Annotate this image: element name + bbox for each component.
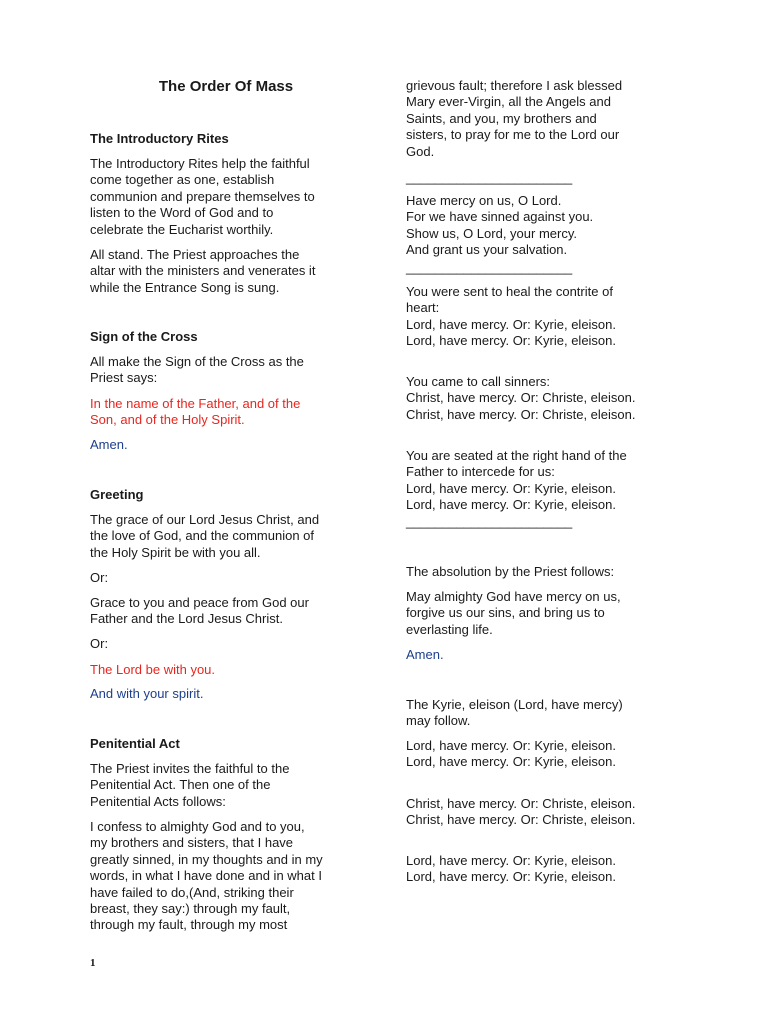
text-line: Lord, have mercy. Or: Kyrie, eleison. <box>406 738 617 753</box>
text-line: Lord, have mercy. Or: Kyrie, eleison. <box>406 316 617 332</box>
greeting-or-2: Or: <box>90 636 109 651</box>
text-line: sisters, to pray for me to the Lord our <box>406 127 620 143</box>
heading-greeting: Greeting <box>90 487 144 502</box>
text-line: May almighty God have mercy on us, <box>406 589 621 604</box>
text-line: The Kyrie, eleison (Lord, have mercy) <box>406 697 623 712</box>
text-line: celebrate the Eucharist worthily. <box>90 221 274 237</box>
separator-rule-3: _______________________ <box>406 514 573 529</box>
absolution-prayer <box>406 589 621 638</box>
invocation-call-sinners <box>406 374 636 423</box>
text-line: God. <box>406 143 435 159</box>
text-line: grievous fault; therefore I ask blessed <box>406 78 623 93</box>
text-line: Lord, have mercy. Or: Kyrie, eleison. <box>406 754 617 770</box>
text-line: breast, they say:) through my fault, <box>90 901 291 917</box>
text-line: Christ, have mercy. Or: Christe, eleison. <box>406 390 636 406</box>
kyrie-lord-1 <box>406 738 616 771</box>
text-line: I confess to almighty God and to you, <box>90 819 305 834</box>
text-line: Lord, have mercy. Or: Kyrie, eleison. <box>406 333 617 349</box>
text-line: come together as one, establish <box>90 172 275 188</box>
text-line: In the name of the Father, and of the <box>90 396 301 411</box>
kyrie-christ <box>406 796 636 829</box>
text-line: heart: <box>406 300 440 316</box>
text-line: Lord, have mercy. Or: Kyrie, eleison. <box>406 497 617 513</box>
text-line: have failed to do,(And, striking their <box>90 884 294 900</box>
text-line: Christ, have mercy. Or: Christe, eleison. <box>406 406 636 422</box>
greeting-paragraph-1 <box>90 512 319 561</box>
greeting-or-1: Or: <box>90 570 109 585</box>
text-line: Priest says: <box>90 370 158 386</box>
intro-paragraph-1 <box>90 156 315 238</box>
text-line: communion and prepare themselves to <box>90 188 315 204</box>
text-line: All stand. The Priest approaches the <box>90 247 300 262</box>
text-line: the Holy Spirit be with you all. <box>90 544 261 560</box>
text-line: my brothers and sisters, that I have <box>90 835 294 851</box>
text-line: Have mercy on us, O Lord. <box>406 193 562 208</box>
page-title: The Order Of Mass <box>158 78 294 95</box>
text-line: For we have sinned against you. <box>406 209 594 225</box>
text-line: while the Entrance Song is sung. <box>90 279 280 295</box>
kyrie-instruction <box>406 697 623 730</box>
text-line: may follow. <box>406 713 471 729</box>
text-line: everlasting life. <box>406 621 493 637</box>
sign-priest-words <box>90 396 300 429</box>
text-line: forgive us our sins, and bring us to <box>406 605 605 621</box>
text-line: Lord, have mercy. Or: Kyrie, eleison. <box>406 480 617 496</box>
heading-sign-of-the-cross: Sign of the Cross <box>90 329 198 344</box>
text-line: The grace of our Lord Jesus Christ, and <box>90 512 320 527</box>
greeting-priest-words: The Lord be with you. <box>90 662 216 677</box>
page-number: 1 <box>90 957 96 969</box>
text-line: the love of God, and the communion of <box>90 528 315 544</box>
text-line: You are seated at the right hand of the <box>406 448 627 463</box>
confiteor-paragraph <box>90 819 323 934</box>
text-line: Show us, O Lord, your mercy. <box>406 225 577 241</box>
text-line: The Introductory Rites help the faithful <box>90 156 310 171</box>
text-line: greatly sinned, in my thoughts and in my <box>90 851 323 867</box>
text-line: Mary ever-Virgin, all the Angels and <box>406 94 611 110</box>
sign-instruction <box>90 354 304 387</box>
penitential-instruction <box>90 761 289 810</box>
text-line: through my fault, through my most <box>90 917 288 933</box>
intro-paragraph-2 <box>90 247 315 296</box>
separator-rule-2: _______________________ <box>406 260 573 275</box>
text-line: Father to intercede for us: <box>406 464 555 480</box>
text-line: And grant us your salvation. <box>406 242 568 258</box>
text-line: You came to call sinners: <box>406 374 551 389</box>
heading-penitential-act: Penitential Act <box>90 736 180 751</box>
text-line: Grace to you and peace from God our <box>90 595 309 610</box>
text-line: Penitential Acts follows: <box>90 793 226 809</box>
text-line: Lord, have mercy. Or: Kyrie, eleison. <box>406 869 617 885</box>
sign-response-amen: Amen. <box>90 437 128 452</box>
separator-rule-1: _______________________ <box>406 170 573 185</box>
text-line: altar with the ministers and venerates it <box>90 263 316 279</box>
heading-introductory-rites: The Introductory Rites <box>90 131 229 146</box>
confiteor-continued <box>406 78 622 160</box>
text-line: Christ, have mercy. Or: Christe, eleison. <box>406 812 636 828</box>
text-line: Father and the Lord Jesus Christ. <box>90 611 283 627</box>
text-line: The Priest invites the faithful to the <box>90 761 290 776</box>
text-line: Saints, and you, my brothers and <box>406 110 597 126</box>
greeting-response: And with your spirit. <box>90 686 204 701</box>
text-line: Lord, have mercy. Or: Kyrie, eleison. <box>406 853 617 868</box>
absolution-instruction: The absolution by the Priest follows: <box>406 564 615 579</box>
text-line: Christ, have mercy. Or: Christe, eleison. <box>406 796 636 811</box>
text-line: Penitential Act. Then one of the <box>90 777 271 793</box>
have-mercy-verses <box>406 193 593 259</box>
invocation-sent-to-heal <box>406 284 616 350</box>
text-line: words, in what I have done and in what I <box>90 868 322 884</box>
text-line: All make the Sign of the Cross as the <box>90 354 304 369</box>
absolution-response-amen: Amen. <box>406 647 444 662</box>
text-line: Son, and of the Holy Spirit. <box>90 412 245 428</box>
text-line: You were sent to heal the contrite of <box>406 284 613 299</box>
kyrie-lord-2 <box>406 853 616 886</box>
greeting-paragraph-2 <box>90 595 309 628</box>
invocation-right-hand <box>406 448 627 514</box>
text-line: listen to the Word of God and to <box>90 205 274 221</box>
